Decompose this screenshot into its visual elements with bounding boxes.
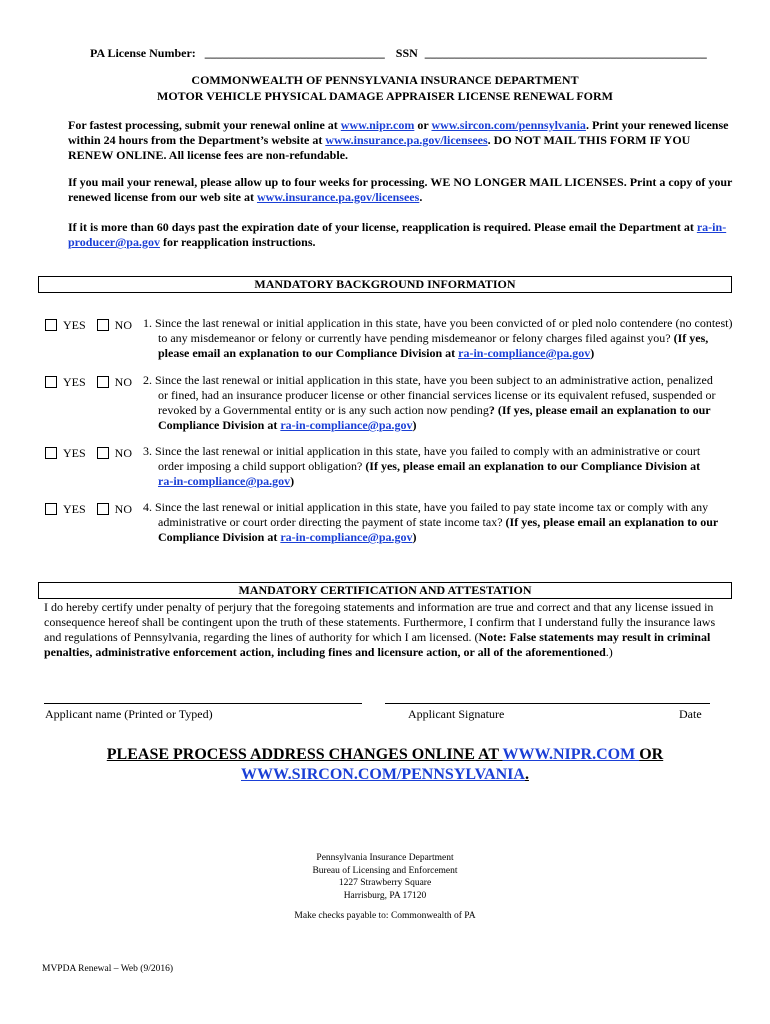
- no-label: NO: [114, 502, 133, 516]
- intro-paragraph-1: [68, 118, 733, 163]
- question-text: 2. Since the last renewal or initial application in this state, have you been subject to an administrative action, penalized or fined, had an insurance producer license or other financial services license or its equivalent refused, suspended or revoked by a Governmental entity or is any such action now pending: [143, 373, 716, 417]
- no-label: NO: [114, 446, 133, 460]
- question-instruction: (If yes, please email an explanation to our Compliance Division at: [365, 459, 701, 473]
- certification-body: .): [605, 645, 613, 659]
- licensees-link[interactable]: www.insurance.pa.gov/licensees: [325, 133, 488, 147]
- intro-text: . Print your renewed license within 24 hours from the Department’s website at: [68, 118, 729, 147]
- applicant-name-label: Applicant name (Printed or Typed): [45, 707, 213, 721]
- intro-text: If you mail your renewal, please allow up to four weeks for processing. WE NO LONGER MAIL LICENSES. Print a copy of your renewed license from our web site at: [68, 175, 733, 204]
- certification-section-heading: MANDATORY CERTIFICATION AND ATTESTATION: [38, 582, 732, 599]
- q4-no-checkbox[interactable]: [97, 503, 109, 515]
- notice-nipr-link[interactable]: WWW.NIPR.COM: [502, 746, 640, 763]
- address-line: Bureau of Licensing and Enforcement: [312, 865, 458, 876]
- intro-text: or: [414, 118, 432, 132]
- question-4: [143, 500, 728, 545]
- intro-text: For fastest processing, submit your renewal online at: [68, 118, 341, 132]
- compliance-email-link[interactable]: ra-in-compliance@pa.gov: [280, 530, 413, 544]
- question-3: [143, 444, 718, 489]
- background-section-heading: MANDATORY BACKGROUND INFORMATION: [38, 276, 732, 293]
- form-version-footer: MVPDA Renewal – Web (9/2016): [42, 964, 173, 974]
- intro-text: for reapplication instructions.: [159, 235, 316, 249]
- compliance-email-link[interactable]: ra-in-compliance@pa.gov: [158, 474, 291, 488]
- address-line: Pennsylvania Insurance Department: [316, 853, 454, 863]
- notice-sircon-link[interactable]: WWW.SIRCON.COM/PENNSYLVANIA: [241, 766, 525, 783]
- notice-text: .: [524, 766, 529, 783]
- address-change-notice: [0, 745, 770, 785]
- form-title-1: COMMONWEALTH OF PENNSYLVANIA INSURANCE DEPARTMENT: [191, 73, 579, 87]
- q4-yes-checkbox[interactable]: [45, 503, 57, 515]
- yes-label: YES: [63, 502, 86, 516]
- licensees-link-2[interactable]: www.insurance.pa.gov/licensees: [256, 190, 420, 204]
- compliance-email-link[interactable]: ra-in-compliance@pa.gov: [458, 346, 591, 360]
- q2-no-checkbox[interactable]: [97, 376, 109, 388]
- producer-email-link[interactable]: ra-in-producer@pa.gov: [68, 220, 727, 249]
- question-instruction: ): [412, 530, 417, 544]
- q3-yes-checkbox[interactable]: [45, 447, 57, 459]
- address-line: Harrisburg, PA 17120: [343, 890, 427, 901]
- intro-paragraph-2: [68, 175, 733, 205]
- no-label: NO: [114, 375, 133, 389]
- checks-payable-note: Make checks payable to: Commonwealth of PA: [294, 911, 476, 921]
- question-1: [143, 316, 733, 361]
- address-line: 1227 Strawberry Square: [338, 878, 432, 888]
- license-number-label: PA License Number:: [90, 46, 196, 60]
- q2-yes-checkbox[interactable]: [45, 376, 57, 388]
- compliance-email-link[interactable]: ra-in-compliance@pa.gov: [280, 418, 413, 432]
- question-text: 1. Since the last renewal or initial application in this state, have you been convicted of or pled nolo contendere (no contest) to any misdemeanor or felony or currently have pending misdemeanor or felony charges filed against you?: [143, 316, 733, 345]
- form-title-2: MOTOR VEHICLE PHYSICAL DAMAGE APPRAISER LICENSE RENEWAL FORM: [157, 89, 613, 103]
- applicant-name-line[interactable]: [44, 703, 362, 704]
- certification-note: Note: False statements may result in criminal penalties, administrative enforcement action, including fines and licensure action, or all of the aforementioned: [44, 630, 711, 659]
- yes-label: YES: [63, 375, 86, 389]
- date-label: Date: [679, 707, 702, 721]
- certification-text: [44, 600, 734, 660]
- intro-paragraph-3: [68, 220, 733, 250]
- nipr-link[interactable]: www.nipr.com: [340, 118, 415, 132]
- q3-no-checkbox[interactable]: [97, 447, 109, 459]
- signature-date-line[interactable]: [385, 703, 710, 704]
- question-instruction: ? (If yes, please email an explanation to our Compliance Division at: [158, 403, 711, 432]
- q3-answer-group: [45, 446, 132, 461]
- question-instruction: ): [290, 474, 295, 488]
- notice-text: PLEASE PROCESS ADDRESS CHANGES ONLINE AT: [106, 746, 503, 763]
- question-instruction: ): [412, 418, 417, 432]
- license-number-field[interactable]: ______________________________: [204, 46, 385, 60]
- sircon-link[interactable]: www.sircon.com/pennsylvania: [431, 118, 586, 132]
- intro-text: . DO NOT MAIL THIS FORM IF YOU RENEW ONLINE. All license fees are non-refundable.: [68, 133, 691, 162]
- question-instruction: ): [590, 346, 595, 360]
- question-instruction: (If yes, please email an explanation to our Compliance Division at: [158, 515, 718, 544]
- department-address: [0, 852, 770, 902]
- intro-text: .: [419, 190, 423, 204]
- q4-answer-group: [45, 502, 132, 517]
- notice-text: OR: [639, 746, 664, 763]
- applicant-signature-label: Applicant Signature: [408, 707, 505, 721]
- certification-body: I do hereby certify under penalty of perjury that the foregoing statements and information are true and correct and that any license issued in consequence hereof shall be contingent upon the truth of these statements. Furthermore, I confirm that I understand fully the insurance laws and regulations of Pennsylvania, regarding the lines of authority for which I am licensed. (: [44, 600, 716, 644]
- license-number-line: [90, 46, 707, 61]
- question-text: 3. Since the last renewal or initial application in this state, have you failed to comply with an administrative or court order imposing a child support obligation?: [143, 444, 701, 473]
- intro-text: If it is more than 60 days past the expiration date of your license, reapplication is required. Please email the Department at: [68, 220, 697, 234]
- yes-label: YES: [63, 318, 86, 332]
- q2-answer-group: [45, 375, 132, 390]
- yes-label: YES: [63, 446, 86, 460]
- no-label: NO: [114, 318, 133, 332]
- q1-yes-checkbox[interactable]: [45, 319, 57, 331]
- ssn-label: SSN: [395, 46, 418, 60]
- question-text: 4. Since the last renewal or initial application in this state, have you failed to pay state income tax or comply with any administrative or court order directing the payment of state income tax?: [143, 500, 709, 529]
- q1-no-checkbox[interactable]: [97, 319, 109, 331]
- q1-answer-group: [45, 318, 132, 333]
- question-instruction: (If yes, please email an explanation to our Compliance Division at: [158, 331, 709, 360]
- question-2: [143, 373, 718, 433]
- ssn-field[interactable]: _______________________________________________: [424, 46, 707, 60]
